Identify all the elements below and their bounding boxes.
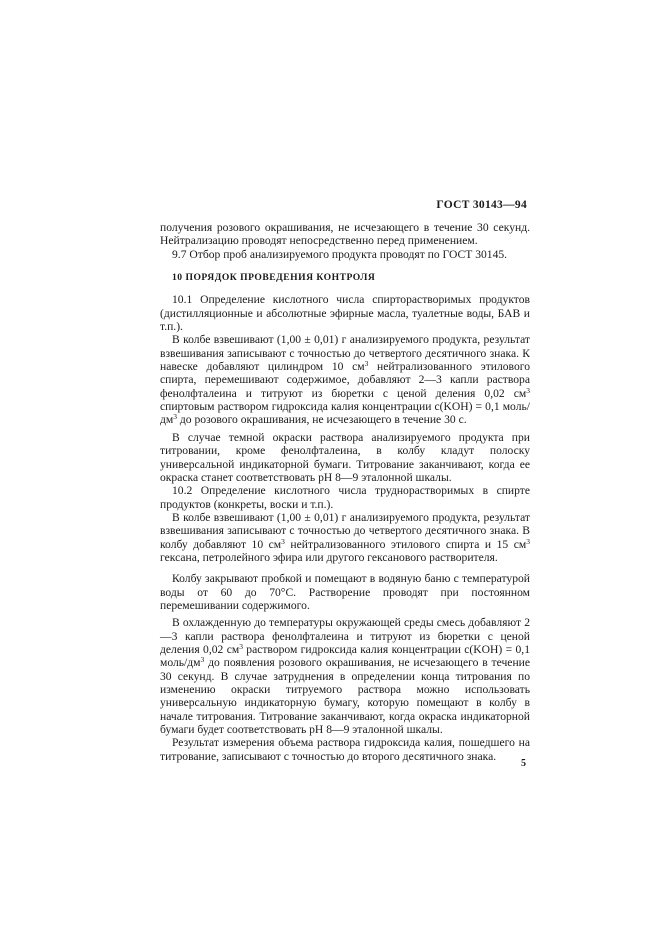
paragraph-10-2-titration: В охлажденную до температуры окружающей среды смесь добавляют 2—3 капли раствора фенолфталеина и титруют из бюретки с ценой деления 0,02 $см^3$ раствором гидроксида калия концентрации с(KOH) = 0,1 моль/$дм^3$ до появления розового окрашивания, не исчезающего в течение 30 секунд. В случае затруднения в определении конца титрования по изменению окраски титруемого раствора можно использовать универсальную индикаторную бумагу, которую помещают в колбу в начале титрования. Титрование заканчивают, когда окраска индикаторной бумаги будет соответствовать pH 8—9 эталонной шкалы. — [160, 616, 530, 737]
paragraph-10-2-dissolving: Колбу закрывают пробкой и помещают в водяную баню с температурой воды от 60 до 70°C. Растворение проводят при постоянном перемешивании содержимого. — [160, 572, 530, 612]
page-number: 5 — [521, 758, 526, 769]
paragraph-10-1-dark-sample: В случае темной окраски раствора анализируемого продукта при титровании, кроме фенолфталеина, в колбу кладут полоску универсальной индикаторной бумаги. Титрование заканчивают, когда ее окраска станет соответствовать pH 8—9 эталонной шкалы. — [160, 430, 530, 484]
paragraph-10-1-procedure: В колбе взвешивают (1,00 ± 0,01) г анализируемого продукта, результат взвешивания записывают с точностью до четвертого десятичного знака. К навеске добавляют цилиндром 10 $см^3$ нейтрализованного этилового спирта, перемешивают содержимое, добавляют 2—3 капли раствора фенолфталеина и титруют из бюретки с ценой деления 0,02 $см^3$ спиртовым раствором гидроксида калия концентрации с(KOH) = 0,1 моль/$дм^3$ до розового окрашивания, не исчезающего в течение 30 с. — [160, 333, 531, 427]
paragraph-9-7: 9.7 Отбор проб анализируемого продукта проводят по ГОСТ 30145. — [172, 247, 508, 261]
paragraph-continuation: получения розового окрашивания, не исчезающего в течение 30 секунд. Нейтрализацию проводят непосредственно перед применением. — [160, 221, 530, 248]
paragraph-10-1: 10.1 Определение кислотного числа спирторастворимых продуктов (дистилляционные и абсолютные эфирные масла, туалетные воды, БАВ и т.п.). — [160, 293, 530, 334]
paragraph-10-2-weighing: В колбе взвешивают (1,00 ± 0,01) г анализируемого продукта, результат взвешивания записывают с точностью до четвертого десятичного знака. В колбу добавляют 10 $см^3$ нейтрализованного этилового спирта и 15 $см^3$ гексана, петролейного эфира или другого гексанового растворителя. — [160, 510, 530, 564]
running-header: ГОСТ 30143—94 — [436, 199, 527, 211]
body-text — [160, 221, 530, 763]
paragraph-result: Результат измерения объема раствора гидроксида калия, пошедшего на титрование, записывают с точностью до второго десятичного знака. — [160, 736, 530, 763]
paragraph-10-2: 10.2 Определение кислотного числа труднорастворимых в спирте продуктов (конкреты, воски и т.п.). — [160, 484, 530, 511]
section-heading: 10 ПОРЯДОК ПРОВЕДЕНИЯ КОНТРОЛЯ — [172, 272, 376, 284]
